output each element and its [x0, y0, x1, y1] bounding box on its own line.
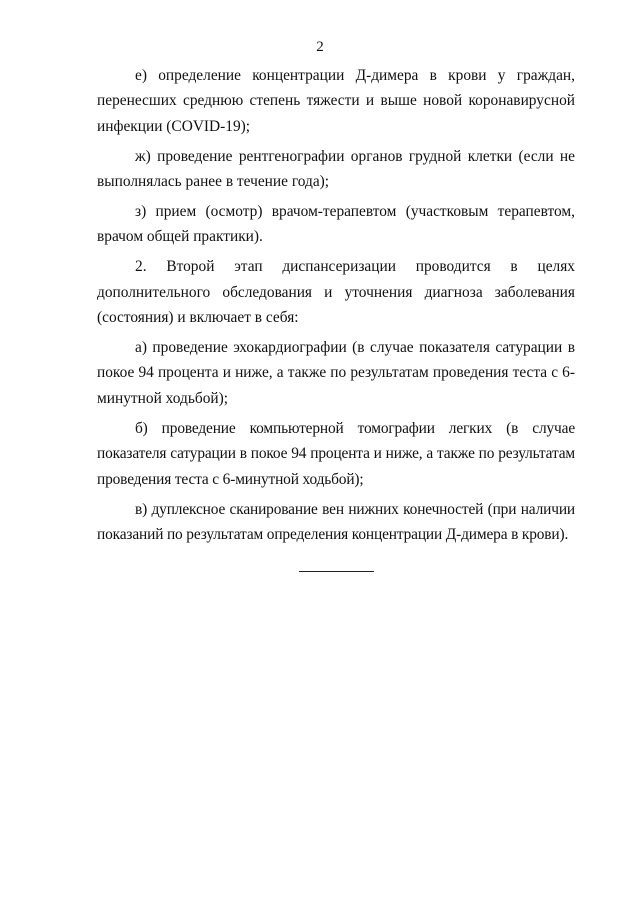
paragraph-section-2: 2. Второй этап диспансеризации проводится в целях дополнительного обследования и уточнения диагноза заболевания (состояния) и включает в себя:	[97, 258, 575, 327]
paragraph-item-a: а) проведение эхокардиографии (в случае показателя сатурации в покое 94 процента и ниже, а также по результатам проведения теста с 6-минутной ходьбой);	[97, 339, 575, 407]
paragraph-item-v: в) дуплексное сканирование вен нижних конечностей (при наличии показаний по результатам определения концентрации Д-димера в крови).	[97, 500, 575, 543]
page-number: 2	[316, 39, 324, 55]
closing-rule	[299, 571, 374, 572]
paragraph-item-e: е) определение концентрации Д-димера в крови у граждан, перенесших среднюю степень тяжести и выше новой коронавирусной инфекции (COVID-19);	[97, 67, 575, 135]
paragraph-item-z: з) прием (осмотр) врачом-терапевтом (участковым терапевтом, врачом общей практики).	[97, 203, 575, 246]
paragraph-item-b: б) проведение компьютерной томографии легких (в случае показателя сатурации в покое 94 процента и ниже, а также по результатам проведения теста с 6-минутной ходьбой);	[97, 419, 575, 488]
paragraph-item-zh: ж) проведение рентгенографии органов грудной клетки (если не выполнялась ранее в течение года);	[97, 147, 575, 191]
document-body	[97, 63, 575, 552]
